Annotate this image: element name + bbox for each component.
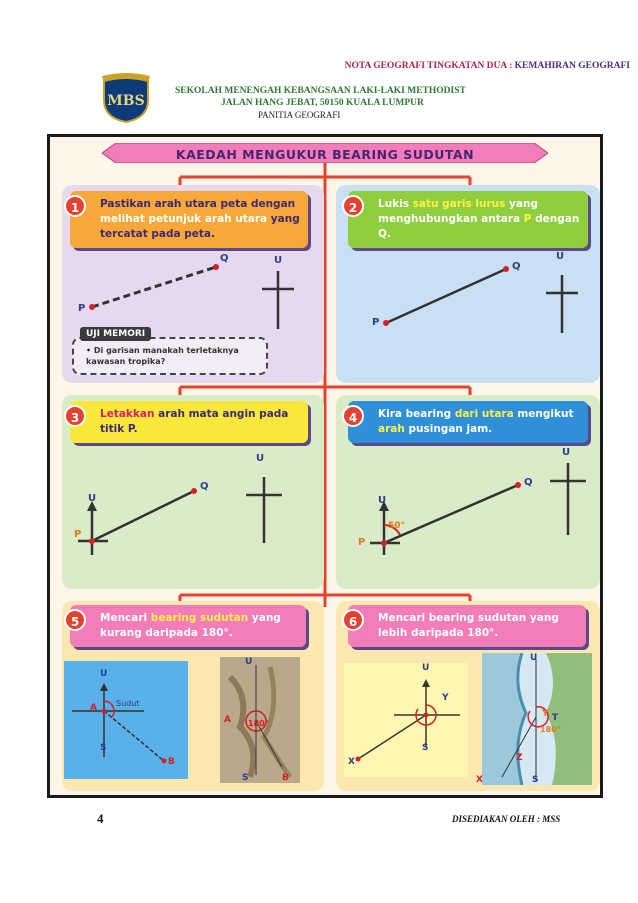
school-crest-logo <box>100 72 152 124</box>
step-4-number: 4 <box>342 405 364 427</box>
step-4-highlight: dari utara <box>454 408 514 420</box>
step-2-number: 2 <box>342 195 364 217</box>
north-u-label: U <box>256 453 265 464</box>
north-u-label: U <box>274 255 283 266</box>
step-4-text-c: pusingan jam. <box>404 423 493 435</box>
step-1-text-a: Pastikan arah utara peta dengan <box>100 198 296 210</box>
step-4-highlight-arah: arah <box>378 423 405 435</box>
step-2-highlight: satu garis lurus <box>412 198 506 210</box>
step-1-number: 1 <box>64 195 86 217</box>
point-t-label: T <box>552 713 559 723</box>
north-u-label: U <box>530 653 538 663</box>
step-2-text-b: yang menghubungkan antara <box>378 198 538 225</box>
point-b-label: B <box>282 773 289 783</box>
step-1-text-b: yang tercatat pada peta. <box>100 213 300 240</box>
north-u-label: U <box>562 447 571 458</box>
north-u-label: U <box>245 657 253 667</box>
step-4-text-b: mengikut <box>513 408 574 420</box>
prepared-by: DISEDIAKAN OLEH : MSS <box>452 814 561 824</box>
step-3-highlight: Letakkan <box>100 408 155 420</box>
north-u-label: U <box>422 663 430 673</box>
step-5-instruction <box>70 605 306 647</box>
step-3-instruction <box>70 401 308 443</box>
point-x-label: X <box>348 757 355 767</box>
document-header-subject <box>345 61 630 71</box>
point-y-label: Y <box>442 693 449 703</box>
point-q-label: Q <box>524 477 533 488</box>
step-2-text-a: Lukis <box>378 198 413 210</box>
point-b-label: B <box>168 757 175 767</box>
north-u-label: U <box>378 495 387 506</box>
step-2-text-c: dengan Q. <box>378 213 580 240</box>
memory-test-tag: UJI MEMORI <box>80 327 151 341</box>
step-5-text-b: yang kurang daripada 180°. <box>100 612 281 639</box>
point-p-label: P <box>358 537 366 548</box>
memory-question-text: Di garisan manakah terletaknya kawasan tropika? <box>86 346 239 366</box>
memory-test-question: • Di garisan manakah terletaknya kawasan tropika? <box>86 346 239 366</box>
point-p-label: P <box>78 303 86 314</box>
step-2-instruction <box>348 191 588 248</box>
step-2-highlight-p: P <box>523 213 532 225</box>
bearing-poster <box>47 134 603 798</box>
angle-label: 180° <box>248 719 269 728</box>
south-s-label: S <box>242 773 249 783</box>
south-s-label: S <box>532 775 539 785</box>
step-3-number: 3 <box>64 405 86 427</box>
step-4-instruction <box>348 401 588 443</box>
north-u-label: U <box>100 669 108 679</box>
step-6-number: 6 <box>342 609 364 631</box>
step-3-text: arah mata angin pada titik P. <box>100 408 289 435</box>
step-6-instruction <box>348 605 586 647</box>
school-address: JALAN HANG JEBAT, 50150 KUALA LUMPUR <box>221 98 424 108</box>
logo-lettering: MBS <box>107 93 145 109</box>
point-x-label: X <box>476 775 483 785</box>
header-subject-label: NOTA GEOGRAFI TINGKATAN DUA : <box>344 61 515 71</box>
step-5-highlight: bearing sudutan <box>150 612 249 624</box>
north-u-label: U <box>556 251 565 262</box>
step-5-text-a: Mencari <box>100 612 151 624</box>
point-z-label: Z <box>516 753 523 763</box>
angle-sudut-label: Sudut <box>116 699 140 708</box>
point-q-label: Q <box>512 261 521 272</box>
angle-50-label: 50° <box>388 521 406 531</box>
south-s-label: S <box>100 743 107 753</box>
north-u-label: U <box>88 493 97 504</box>
step-1-diagram <box>70 249 320 339</box>
step-1-highlight: melihat petunjuk arah utara <box>100 213 268 225</box>
point-q-label: Q <box>220 253 229 264</box>
school-name: SEKOLAH MENENGAH KEBANGSAAN LAKI-LAKI METHODIST <box>175 86 466 96</box>
point-y-label: Y <box>542 709 549 719</box>
point-p-label: P <box>74 529 82 540</box>
step-3-diagram <box>70 455 320 555</box>
point-a-label: A <box>224 715 231 725</box>
step-6-map-photo <box>482 653 592 785</box>
step-2-diagram <box>346 249 596 339</box>
point-q-label: Q <box>200 481 209 492</box>
point-a-label: A <box>90 703 97 713</box>
step-5-number: 5 <box>64 609 86 631</box>
angle-180-label: 180° <box>540 725 561 734</box>
step-6-text: Mencari bearing sudutan yang lebih daripada 180°. <box>378 612 559 639</box>
step-4-text-a: Kira bearing <box>378 408 455 420</box>
header-topic-label: KEMAHIRAN GEOGRAFI <box>514 61 630 71</box>
page-number: 4 <box>97 811 104 826</box>
step-1-instruction <box>70 191 308 248</box>
poster-title: KAEDAH MENGUKUR BEARING SUDUTAN <box>175 147 475 162</box>
department-name: PANITIA GEOGRAFI <box>258 110 341 120</box>
south-s-label: S <box>422 743 429 753</box>
point-p-label: P <box>372 317 380 328</box>
step-6-diagram <box>344 663 468 777</box>
